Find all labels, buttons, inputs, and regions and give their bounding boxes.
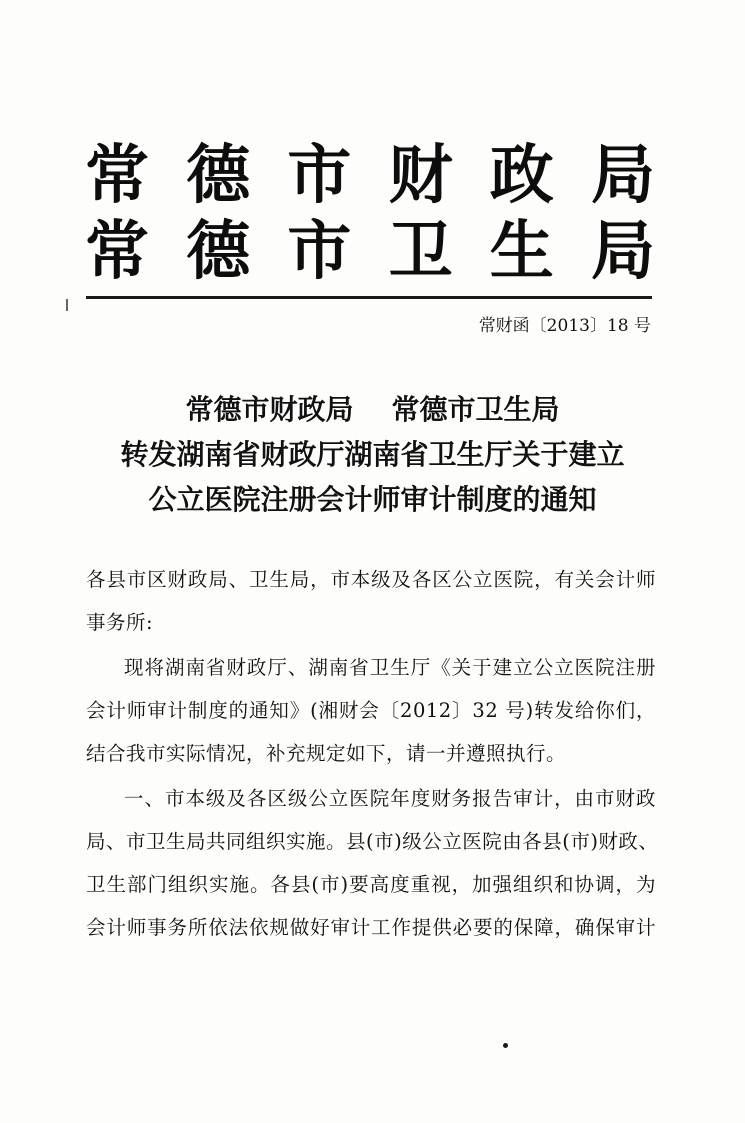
letterhead-char: 德 xyxy=(186,214,251,289)
title-issuer-finance: 常德市财政局 xyxy=(185,393,354,426)
letterhead-char: 政 xyxy=(489,138,554,213)
letterhead-char: 财 xyxy=(388,138,453,213)
body-line: 局、市卫生局共同组织实施。县(市)级公立医院由各县(市)财政、 xyxy=(86,830,659,853)
letterhead-char: 卫 xyxy=(388,214,453,289)
title-line-3: 公立医院注册会计师审计制度的通知 xyxy=(148,483,597,516)
letterhead-char: 局 xyxy=(590,214,655,289)
title-issuer-health: 常德市卫生局 xyxy=(391,393,560,426)
letterhead-char: 德 xyxy=(186,138,251,213)
letterhead-char: 常 xyxy=(85,138,149,213)
body-line: 一、市本级及各区级公立医院年度财务报告审计，由市财政 xyxy=(124,787,656,810)
letterhead-finance-bureau xyxy=(85,140,655,212)
body-line: 现将湖南省财政厅、湖南省卫生厅《关于建立公立医院注册 xyxy=(124,656,656,679)
scan-speck xyxy=(66,299,68,311)
body-line: 事务所: xyxy=(86,611,154,634)
title-line-2: 转发湖南省财政厅湖南省卫生厅关于建立 xyxy=(120,438,625,471)
body-line: 会计师事务所依法依规做好审计工作提供必要的保障，确保审计 xyxy=(86,916,656,939)
letterhead-char: 常 xyxy=(85,214,149,289)
document-number: 常财函〔2013〕18 号 xyxy=(478,316,651,336)
scan-dot xyxy=(503,1043,508,1048)
letterhead-divider xyxy=(86,296,652,299)
body-line: 会计师审计制度的通知》(湘财会〔2012〕32 号)转发给你们， xyxy=(86,699,656,722)
letterhead-char: 市 xyxy=(287,138,352,213)
letterhead-health-bureau xyxy=(85,216,655,288)
letterhead-char: 市 xyxy=(287,214,352,289)
letterhead-char: 局 xyxy=(590,138,655,213)
title-issuers xyxy=(60,392,685,428)
body-line: 卫生部门组织实施。各县(市)要高度重视，加强组织和协调，为 xyxy=(86,873,656,896)
letterhead-char: 生 xyxy=(489,214,554,289)
body-line: 结合我市实际情况，补充规定如下，请一并遵照执行。 xyxy=(86,742,567,765)
body-line: 各县市区财政局、卫生局，市本级及各区公立医院，有关会计师 xyxy=(86,568,656,591)
